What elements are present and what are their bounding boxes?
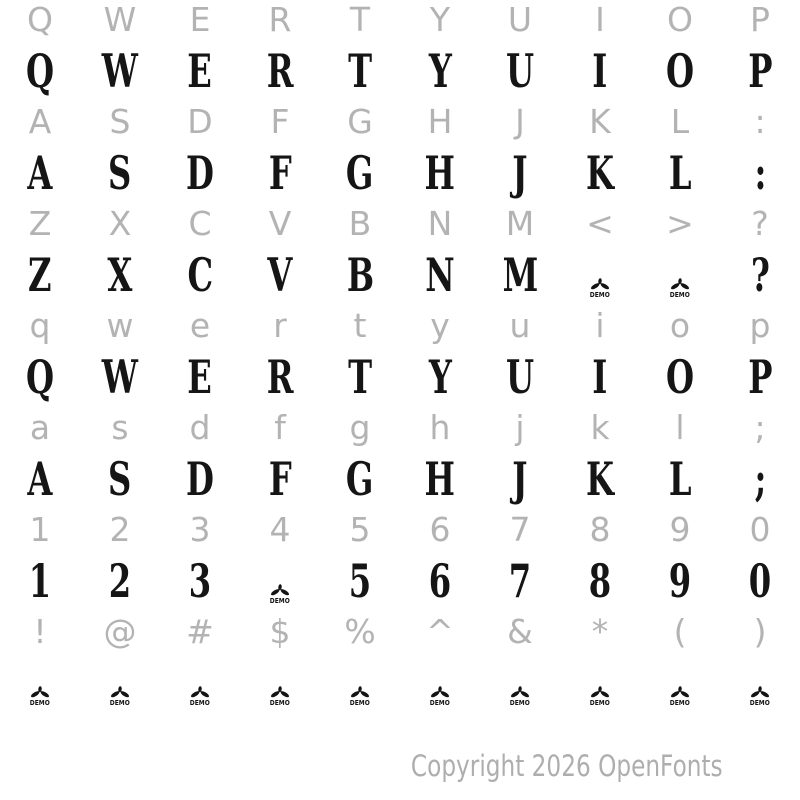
- keyboard-key-glyph: w: [106, 305, 134, 345]
- keyboard-key-glyph: V: [268, 203, 292, 243]
- keyboard-key-glyph: A: [28, 101, 52, 141]
- keyboard-key-glyph: t: [353, 305, 367, 345]
- keyboard-key-glyph: o: [669, 305, 691, 345]
- specimen-glyph: G: [346, 452, 374, 506]
- specimen-glyph: R: [266, 44, 294, 98]
- fleuron-leaf-icon: [30, 685, 50, 699]
- keyboard-key-glyph: 8: [589, 509, 611, 549]
- keyboard-row: [0, 0, 800, 43]
- specimen-glyph: D: [186, 146, 214, 200]
- specimen-glyph: :: [754, 146, 766, 200]
- demo-glyph: [508, 660, 532, 707]
- keyboard-row: [0, 403, 800, 451]
- keyboard-key-glyph: F: [270, 101, 290, 141]
- specimen-glyph: 7: [508, 554, 532, 608]
- specimen-row: [0, 655, 800, 709]
- specimen-glyph: 1: [28, 554, 52, 608]
- specimen-glyph: L: [668, 146, 692, 200]
- keyboard-key-glyph: Y: [429, 0, 451, 39]
- keyboard-key-glyph: r: [273, 305, 287, 345]
- specimen-glyph: F: [268, 146, 292, 200]
- specimen-glyph: U: [505, 350, 535, 404]
- keyboard-key-glyph: f: [274, 407, 286, 447]
- demo-glyph: [268, 558, 292, 605]
- specimen-glyph: M: [502, 248, 538, 302]
- keyboard-key-glyph: g: [349, 407, 371, 447]
- specimen-glyph: ?: [750, 248, 770, 302]
- specimen-glyph: O: [665, 44, 695, 98]
- specimen-glyph: P: [747, 350, 773, 404]
- keyboard-key-glyph: O: [667, 0, 693, 39]
- specimen-glyph: Z: [28, 248, 52, 302]
- keyboard-key-glyph: K: [589, 101, 611, 141]
- fleuron-leaf-icon: [590, 685, 610, 699]
- keyboard-key-glyph: !: [33, 611, 47, 651]
- fleuron-leaf-icon: [270, 685, 290, 699]
- keyboard-key-glyph: J: [515, 101, 525, 141]
- keyboard-key-glyph: k: [590, 407, 610, 447]
- specimen-glyph: D: [186, 452, 214, 506]
- specimen-glyph: J: [512, 452, 528, 506]
- specimen-glyph: I: [592, 350, 608, 404]
- demo-glyph: [108, 660, 132, 707]
- keyboard-key-glyph: Q: [27, 0, 53, 39]
- keyboard-key-glyph: h: [429, 407, 451, 447]
- specimen-glyph: T: [348, 350, 372, 404]
- keyboard-key-glyph: $: [269, 611, 291, 651]
- demo-label: DEMO: [589, 290, 610, 299]
- keyboard-key-glyph: ;: [754, 407, 766, 447]
- keyboard-key-glyph: p: [749, 305, 771, 345]
- demo-glyph: [188, 660, 212, 707]
- specimen-glyph: A: [27, 146, 53, 200]
- demo-glyph: [428, 660, 452, 707]
- keyboard-key-glyph: T: [349, 0, 371, 39]
- specimen-glyph: Y: [428, 350, 452, 404]
- keyboard-key-glyph: S: [109, 101, 131, 141]
- demo-label: DEMO: [749, 698, 770, 707]
- demo-label: DEMO: [429, 698, 450, 707]
- keyboard-key-glyph: l: [675, 407, 685, 447]
- specimen-glyph: X: [107, 248, 133, 302]
- keyboard-key-glyph: #: [186, 611, 214, 651]
- specimen-row: [0, 451, 800, 505]
- specimen-glyph: H: [424, 452, 456, 506]
- keyboard-key-glyph: L: [670, 101, 690, 141]
- keyboard-key-glyph: D: [187, 101, 213, 141]
- keyboard-key-glyph: I: [595, 0, 605, 39]
- keyboard-key-glyph: 0: [749, 509, 771, 549]
- demo-label: DEMO: [109, 698, 130, 707]
- keyboard-key-glyph: 1: [29, 509, 51, 549]
- keyboard-key-glyph: s: [111, 407, 129, 447]
- demo-glyph: [348, 660, 372, 707]
- specimen-glyph: A: [27, 452, 53, 506]
- keyboard-key-glyph: 7: [509, 509, 531, 549]
- specimen-glyph: I: [592, 44, 608, 98]
- specimen-glyph: ;: [754, 452, 766, 506]
- keyboard-key-glyph: 5: [349, 509, 371, 549]
- keyboard-key-glyph: P: [750, 0, 770, 39]
- specimen-glyph: C: [187, 248, 213, 302]
- keyboard-row: [0, 505, 800, 553]
- fleuron-leaf-icon: [750, 685, 770, 699]
- keyboard-key-glyph: G: [347, 101, 373, 141]
- specimen-glyph: 9: [668, 554, 692, 608]
- keyboard-key-glyph: &: [507, 611, 533, 651]
- specimen-glyph: W: [101, 350, 139, 404]
- specimen-glyph: L: [668, 452, 692, 506]
- specimen-glyph: S: [108, 146, 132, 200]
- keyboard-key-glyph: R: [268, 0, 292, 39]
- specimen-row: [0, 43, 800, 97]
- specimen-glyph: S: [108, 452, 132, 506]
- demo-label: DEMO: [669, 698, 690, 707]
- keyboard-key-glyph: X: [108, 203, 132, 243]
- fleuron-leaf-icon: [430, 685, 450, 699]
- demo-glyph: [268, 660, 292, 707]
- keyboard-key-glyph: a: [29, 407, 51, 447]
- keyboard-key-glyph: ^: [426, 611, 454, 651]
- specimen-row: [0, 349, 800, 403]
- keyboard-key-glyph: B: [348, 203, 372, 243]
- specimen-glyph: W: [101, 44, 139, 98]
- keyboard-key-glyph: q: [29, 305, 51, 345]
- fleuron-leaf-icon: [350, 685, 370, 699]
- keyboard-row: [0, 607, 800, 655]
- specimen-glyph: E: [187, 44, 213, 98]
- fleuron-leaf-icon: [510, 685, 530, 699]
- fleuron-leaf-icon: [190, 685, 210, 699]
- demo-label: DEMO: [269, 698, 290, 707]
- keyboard-row: [0, 199, 800, 247]
- fleuron-leaf-icon: [670, 685, 690, 699]
- keyboard-key-glyph: >: [666, 203, 694, 243]
- fleuron-leaf-icon: [110, 685, 130, 699]
- keyboard-key-glyph: *: [591, 611, 609, 651]
- keyboard-key-glyph: @: [103, 611, 137, 651]
- specimen-glyph: N: [425, 248, 455, 302]
- fleuron-leaf-icon: [590, 277, 610, 291]
- specimen-glyph: K: [585, 452, 614, 506]
- demo-label: DEMO: [189, 698, 210, 707]
- keyboard-key-glyph: i: [595, 305, 605, 345]
- demo-glyph: [748, 660, 772, 707]
- specimen-glyph: J: [512, 146, 528, 200]
- specimen-glyph: 2: [108, 554, 132, 608]
- specimen-glyph: E: [187, 350, 213, 404]
- keyboard-key-glyph: 4: [269, 509, 291, 549]
- keyboard-key-glyph: N: [427, 203, 453, 243]
- keyboard-key-glyph: W: [103, 0, 137, 39]
- keyboard-key-glyph: C: [188, 203, 212, 243]
- demo-label: DEMO: [349, 698, 370, 707]
- keyboard-key-glyph: <: [586, 203, 614, 243]
- specimen-glyph: Q: [25, 350, 55, 404]
- fleuron-leaf-icon: [270, 583, 290, 597]
- keyboard-key-glyph: ?: [751, 203, 769, 243]
- specimen-row: [0, 553, 800, 607]
- specimen-glyph: 0: [748, 554, 772, 608]
- specimen-glyph: F: [268, 452, 292, 506]
- specimen-glyph: U: [505, 44, 535, 98]
- demo-label: DEMO: [589, 698, 610, 707]
- keyboard-key-glyph: ): [753, 611, 767, 651]
- keyboard-key-glyph: y: [430, 305, 450, 345]
- keyboard-key-glyph: u: [509, 305, 531, 345]
- specimen-glyph: O: [665, 350, 695, 404]
- demo-label: DEMO: [269, 596, 290, 605]
- keyboard-key-glyph: j: [515, 407, 525, 447]
- specimen-glyph: 3: [188, 554, 212, 608]
- specimen-glyph: G: [346, 146, 374, 200]
- specimen-glyph: K: [585, 146, 614, 200]
- demo-glyph: [28, 660, 52, 707]
- keyboard-key-glyph: 2: [109, 509, 131, 549]
- keyboard-key-glyph: %: [344, 611, 376, 651]
- copyright-text: Copyright 2026 OpenFonts: [411, 749, 723, 783]
- keyboard-key-glyph: d: [189, 407, 211, 447]
- specimen-row: [0, 247, 800, 301]
- keyboard-key-glyph: Z: [28, 203, 52, 243]
- keyboard-row: [0, 301, 800, 349]
- specimen-glyph: T: [348, 44, 372, 98]
- specimen-glyph: Q: [25, 44, 55, 98]
- keyboard-key-glyph: 9: [669, 509, 691, 549]
- specimen-row: [0, 145, 800, 199]
- demo-label: DEMO: [669, 290, 690, 299]
- keyboard-row: [0, 97, 800, 145]
- keyboard-key-glyph: 6: [429, 509, 451, 549]
- keyboard-key-glyph: U: [507, 0, 533, 39]
- specimen-glyph: 6: [428, 554, 452, 608]
- keyboard-key-glyph: e: [189, 305, 211, 345]
- keyboard-key-glyph: H: [427, 101, 453, 141]
- demo-glyph: [588, 252, 612, 299]
- specimen-glyph: H: [424, 146, 456, 200]
- keyboard-key-glyph: E: [189, 0, 211, 39]
- specimen-glyph: 5: [348, 554, 372, 608]
- keyboard-key-glyph: M: [505, 203, 535, 243]
- specimen-glyph: 8: [588, 554, 612, 608]
- specimen-glyph: B: [346, 248, 374, 302]
- keyboard-key-glyph: (: [673, 611, 687, 651]
- specimen-glyph: V: [267, 248, 293, 302]
- fleuron-leaf-icon: [670, 277, 690, 291]
- demo-label: DEMO: [509, 698, 530, 707]
- demo-glyph: [668, 660, 692, 707]
- specimen-glyph: Y: [428, 44, 452, 98]
- specimen-glyph: R: [266, 350, 294, 404]
- keyboard-key-glyph: 3: [189, 509, 211, 549]
- demo-label: DEMO: [29, 698, 50, 707]
- demo-glyph: [668, 252, 692, 299]
- specimen-glyph: P: [747, 44, 773, 98]
- demo-glyph: [588, 660, 612, 707]
- keyboard-key-glyph: :: [754, 101, 766, 141]
